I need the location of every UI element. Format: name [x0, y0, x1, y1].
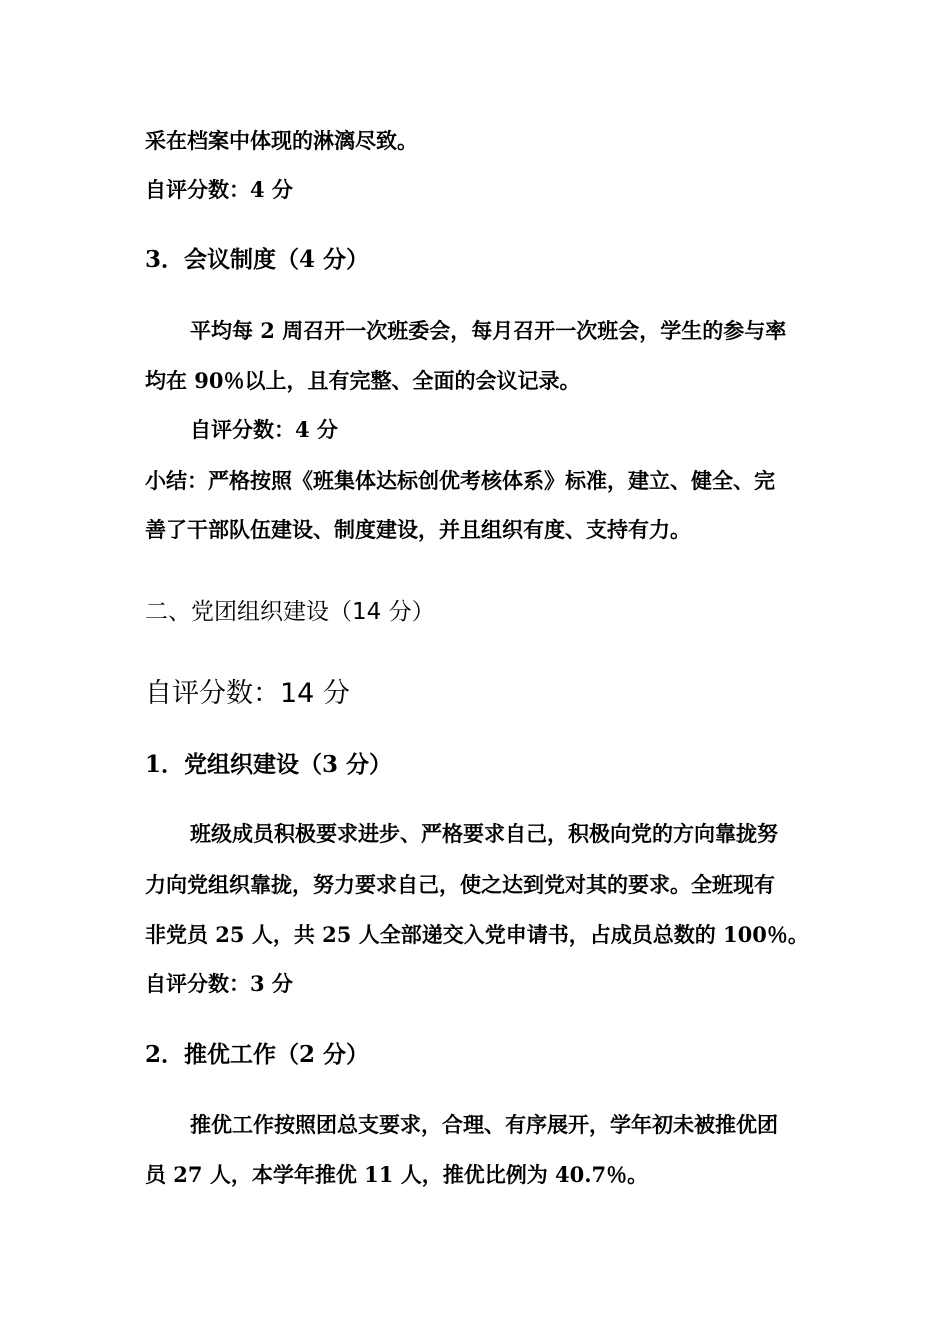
section-heading-party-league: 二、党团组织建设（14 分） — [145, 599, 435, 625]
paragraph-line: 均在 90％以上，且有完整、全面的会议记录。 — [145, 368, 581, 393]
paragraph-line: 推优工作按照团总支要求，合理、有序展开，学年初未被推优团 — [190, 1112, 778, 1137]
paragraph-line: 平均每 2 周召开一次班委会，每月召开一次班会，学生的参与率 — [190, 318, 787, 343]
paragraph-line: 力向党组织靠拢，努力要求自己，使之达到党对其的要求。全班现有 — [145, 872, 775, 897]
self-score-line: 自评分数：4 分 — [190, 417, 338, 442]
paragraph-line: 非党员 25 人，共 25 人全部递交入党申请书，占成员总数的 100％。 — [145, 922, 809, 947]
subsection-heading-meeting-system: 3．会议制度（4 分） — [145, 246, 370, 273]
paragraph-line: 员 27 人，本学年推优 11 人，推优比例为 40.7％。 — [145, 1162, 649, 1187]
self-score-line: 自评分数：3 分 — [145, 971, 293, 996]
section-self-score: 自评分数：14 分 — [145, 678, 350, 709]
subsection-heading-party-organization: 1．党组织建设（3 分） — [145, 751, 393, 778]
summary-line: 善了干部队伍建设、制度建设，并且组织有度、支持有力。 — [145, 517, 691, 542]
paragraph-line: 班级成员积极要求进步、严格要求自己，积极向党的方向靠拢努 — [190, 821, 778, 846]
subsection-heading-recommendation: 2．推优工作（2 分） — [145, 1041, 370, 1068]
summary-line: 小结：严格按照《班集体达标创优考核体系》标准，建立、健全、完 — [145, 468, 775, 493]
self-score-line: 自评分数：4 分 — [145, 177, 293, 202]
paragraph-line: 采在档案中体现的淋漓尽致。 — [145, 128, 418, 153]
